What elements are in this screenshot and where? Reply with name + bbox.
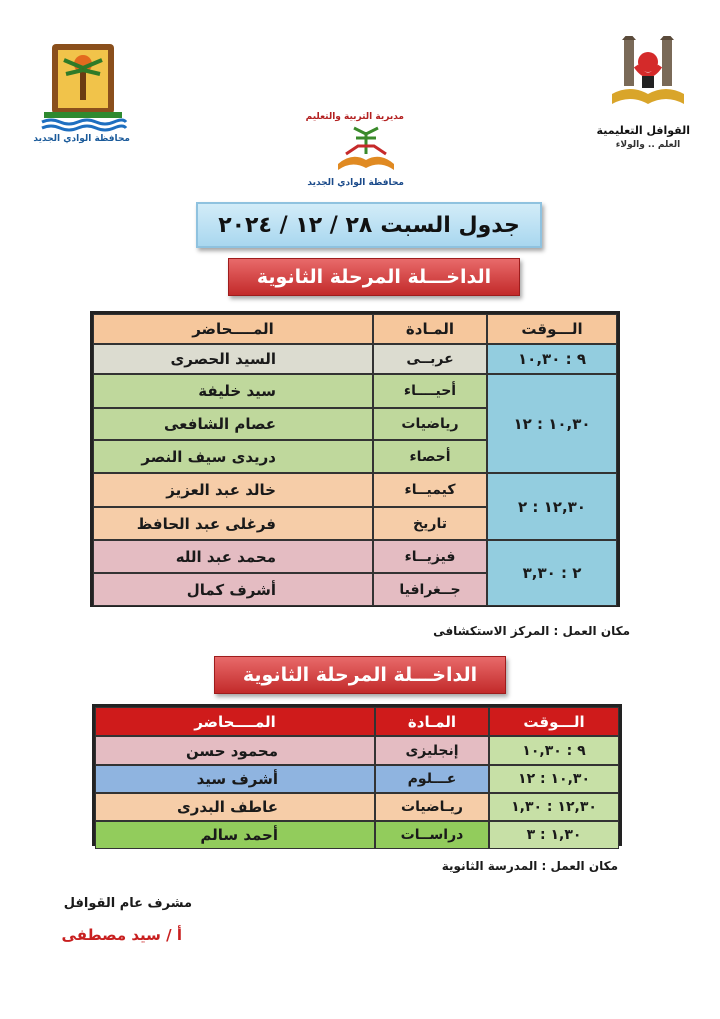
supervisor-name: أ / سيد مصطفى [61, 926, 182, 944]
caravans-title: القوافل التعليمية [596, 124, 690, 137]
table2-header-subject: المـادة [375, 707, 489, 736]
time-slot: ١٢,٣٠ : ٢ [487, 473, 617, 540]
time-slot: ١٠,٣٠ : ١٢ [487, 374, 617, 473]
subject-cell: عـــلوم [375, 765, 489, 793]
table1-header-time: الـــوقت [487, 314, 617, 344]
table2-schedule [92, 704, 622, 846]
table1-banner: الداخـــلة المرحلة الثانوية [228, 258, 520, 296]
subject-cell: دراســات [375, 821, 489, 849]
directorate-caption-top: مديرية التربية والتعليم [305, 112, 404, 122]
time-slot: ١٢,٣٠ : ١,٣٠ [489, 793, 619, 821]
caravans-emblem-icon [606, 36, 690, 120]
directorate-logo [305, 112, 404, 192]
subject-cell: كيميــاء [373, 473, 487, 507]
lecturer-cell: دريدى سيف النصر [93, 440, 373, 473]
time-slot: ٢ : ٣,٣٠ [487, 540, 617, 606]
time-slot: ٩ : ١٠,٣٠ [489, 736, 619, 765]
schedule-day-label: جدول السبت [380, 212, 520, 238]
lecturer-cell: محمد عبد الله [93, 540, 373, 573]
governorate-caption: محافظة الوادي الجديد [33, 134, 130, 144]
subject-cell: أحيــــاء [373, 374, 487, 408]
lecturer-cell: خالد عبد العزيز [93, 473, 373, 507]
time-slot: ١,٣٠ : ٣ [489, 821, 619, 849]
lecturer-cell: محمود حسن [95, 736, 375, 765]
caravans-slogan: العلم .. والولاء [615, 140, 681, 150]
supervisor-label: مشرف عام القوافل [63, 896, 192, 911]
table1-workplace: مكان العمل : المركز الاستكشافى [433, 624, 630, 638]
governorate-emblem-icon [36, 38, 130, 134]
lecturer-cell: أشرف كمال [93, 573, 373, 606]
subject-cell: أحصاء [373, 440, 487, 473]
caravans-logo [596, 36, 690, 156]
table1-header-subject: المـادة [373, 314, 487, 344]
subject-cell: عربــى [373, 344, 487, 374]
subject-cell: فيزيــاء [373, 540, 487, 573]
subject-cell: تاريخ [373, 507, 487, 540]
lecturer-cell: أحمد سالم [95, 821, 375, 849]
book-emblem-icon [328, 124, 404, 178]
subject-cell: ريـاضيات [375, 793, 489, 821]
table2-banner: الداخـــلة المرحلة الثانوية [214, 656, 506, 694]
lecturer-cell: فرغلى عبد الحافظ [93, 507, 373, 540]
lecturer-cell: السيد الحصرى [93, 344, 373, 374]
table1-schedule [90, 311, 620, 607]
lecturer-cell: أشرف سيد [95, 765, 375, 793]
table1-header-lecturer: المــــحاضر [93, 314, 373, 344]
schedule-title [196, 202, 542, 248]
table2-header-lecturer: المــــحاضر [95, 707, 375, 736]
subject-cell: إنجليزى [375, 736, 489, 765]
subject-cell: رياضيات [373, 408, 487, 440]
schedule-date: ٢٨ / ١٢ / ٢٠٢٤ [218, 212, 373, 238]
table2-header-time: الـــوقت [489, 707, 619, 736]
directorate-caption-bottom: محافظة الوادي الجديد [307, 178, 404, 188]
governorate-logo [33, 38, 130, 148]
lecturer-cell: سيد خليفة [93, 374, 373, 408]
time-slot: ٩ : ١٠,٣٠ [487, 344, 617, 374]
time-slot: ١٠,٣٠ : ١٢ [489, 765, 619, 793]
lecturer-cell: عاطف البدرى [95, 793, 375, 821]
table2-workplace: مكان العمل : المدرسة الثانوية [441, 859, 618, 873]
lecturer-cell: عصام الشافعى [93, 408, 373, 440]
subject-cell: جــغرافيا [373, 573, 487, 606]
